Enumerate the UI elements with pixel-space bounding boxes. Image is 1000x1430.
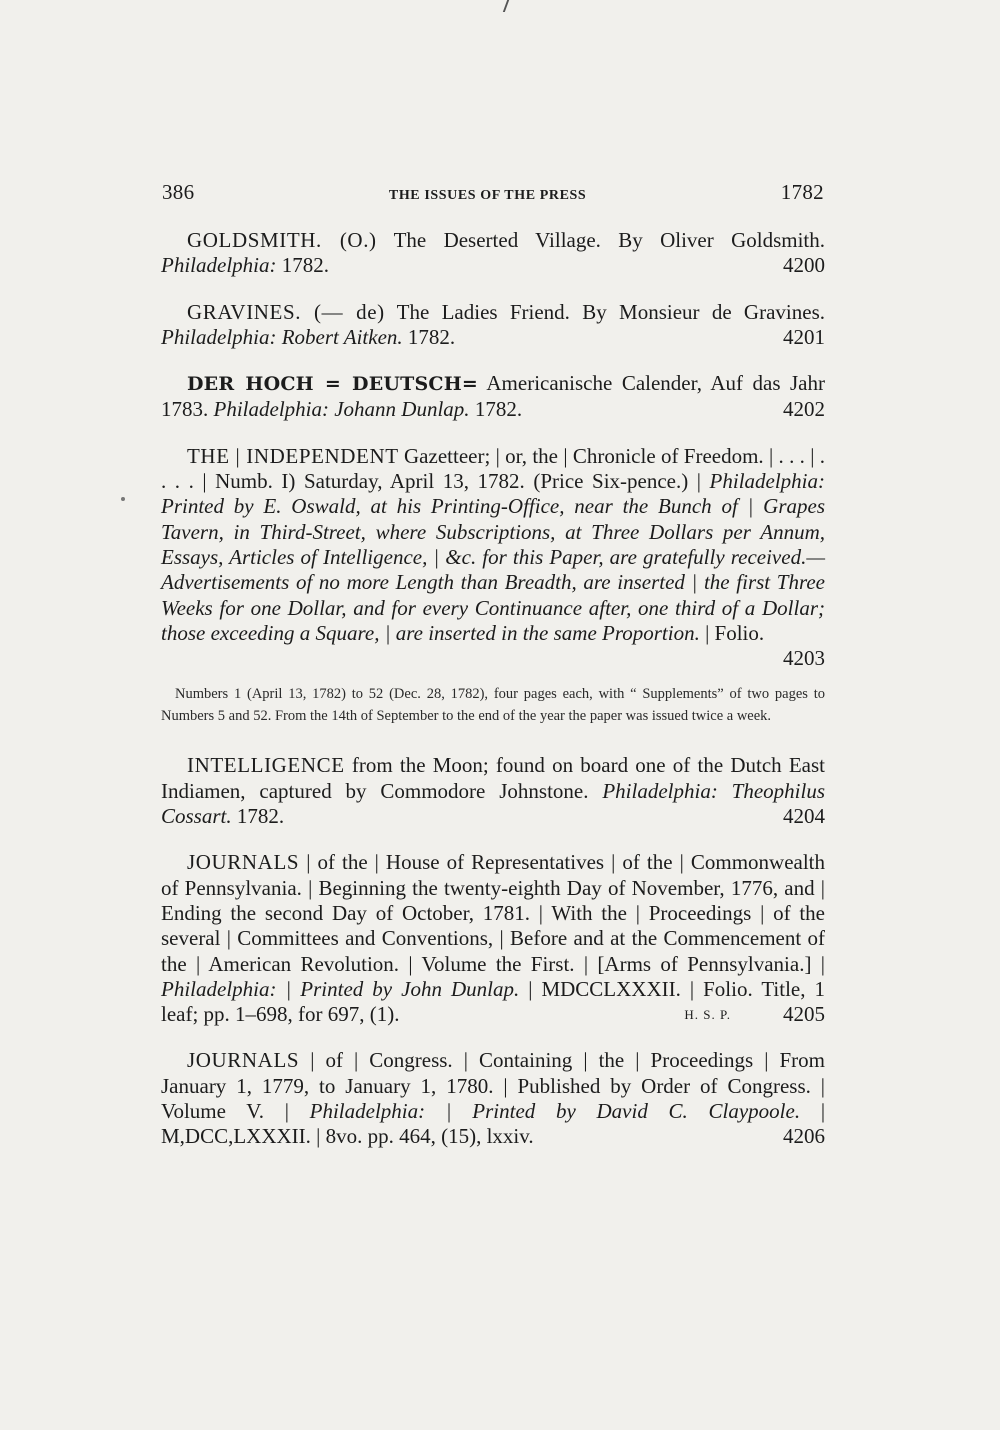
entry-imprint: Philadelphia: Theophilus Cossart. (161, 778, 826, 829)
entry-number: 4203 (783, 646, 825, 671)
entry-4205 (161, 850, 825, 1027)
entry-tail: 1782. (236, 804, 285, 829)
entry-imprint: Philadelphia: Robert Aitken. (161, 324, 403, 349)
entry-number: 4202 (783, 397, 825, 422)
entry-4204 (161, 753, 825, 829)
entry-tail: 1782. (281, 253, 329, 278)
entry-note: Numbers 1 (April 13, 1782) to 52 (Dec. 28, 1782), four pages each, with “ Supplements” of two pages to Numbers 5 and 52. From the 14th of September to the end of the year the paper was issued twice a week. (161, 686, 825, 724)
entry-text: The Deserted Village. By Oliver Goldsmith. (393, 228, 825, 252)
entry-head: GOLDSMITH. (O.) (187, 228, 377, 252)
entry-text: Gazetteer; | or, the | Chronicle of Freedom. | . . . | . . . . | Numb. I) Saturday, April 13, 1782. (Price Six-pence.) | (161, 443, 826, 494)
entry-imprint: Philadelphia: | Printed by John Dunlap. (161, 976, 520, 1001)
entry-tail: | Folio. (705, 620, 765, 645)
library-location: H. S. P. (684, 1007, 731, 1023)
entries-list (161, 228, 825, 1171)
entry-4201 (161, 300, 825, 351)
entry-head: GRAVINES. (— de) (187, 299, 385, 324)
entry-text: from the Moon; found on board one of the Dutch East Indiamen, captured by Commodore Johnstone. (161, 753, 825, 803)
entry-4203 (161, 444, 825, 672)
running-header (162, 180, 824, 210)
entry-tail: 1782. (474, 397, 523, 422)
entry-imprint: Philadelphia: Johann Dunlap. (213, 397, 470, 422)
page-number: 386 (162, 180, 195, 204)
entry-text: The Ladies Friend. By Monsieur de Gravines. (396, 299, 825, 324)
entry-imprint: Philadelphia: Printed by E. Oswald, at his Printing-Office, near the Bunch of | Grapes Tavern, in Third-Street, where Subscriptions, at Three Dollars per Annum, Essays, Articles of Intelligence, | &c. for this Paper, are gratefully received.—Advertisements of no more Length than Breadth, are inserted | the first Three Weeks for one Dollar, and for every Continuance after, one third of a Dollar; those exceeding a Square, | are inserted in the same Proportion. (161, 469, 826, 645)
entry-imprint: Philadelphia: | Printed by David C. Claypoole. (309, 1099, 801, 1124)
entry-tail: 1782. (407, 324, 456, 349)
entry-text: | of | Congress. | Containing | the | Proceedings | From January 1, 1779, to January 1, 1780. | Published by Order of Congress. | Volume V. | (161, 1048, 825, 1124)
entry-head: THE | INDEPENDENT (187, 443, 399, 468)
header-year: 1782 (780, 180, 824, 204)
entry-text: Americanische Calender, Auf das Jahr 1783. (161, 371, 825, 422)
entry-4202 (161, 371, 825, 423)
entry-imprint: Philadelphia: (161, 253, 277, 278)
entry-tail: | M,DCC,LXXXII. | 8vo. pp. 464, (15), lxxiv. (161, 1099, 826, 1149)
running-title: THE ISSUES OF THE PRESS (388, 188, 587, 203)
entry-tail: | MDCCLXXXII. | Folio. Title, 1 leaf; pp. 1–698, for 697, (1). (161, 976, 826, 1027)
entry-number: 4205 (783, 1002, 825, 1027)
entry-head: INTELLIGENCE (187, 753, 345, 778)
entry-text: | of the | House of Representatives | of the | Commonwealth of Pennsylvania. | Beginning the twenty-eighth Day of November, 1776, and | Ending the second Day of October, 1781. | With the | Proceedings | of the several | Committees and Conventions, | Before and at the Commencement of the | American Revolution. | Volume the First. | [Arms of Pennsylvania.] | (161, 850, 826, 976)
entry-head: JOURNALS (187, 1048, 300, 1073)
entry-head: DER HOCH = DEUTSCH= (187, 373, 479, 396)
ink-spot (121, 497, 125, 501)
entry-4200 (161, 228, 825, 279)
entry-number: 4206 (783, 1124, 825, 1149)
entry-number: 4200 (783, 253, 825, 278)
entry-head: JOURNALS (187, 850, 300, 875)
entry-number: 4204 (783, 804, 825, 829)
entry-number: 4201 (783, 324, 825, 349)
pencil-mark (503, 0, 509, 12)
entry-4206 (161, 1048, 825, 1149)
